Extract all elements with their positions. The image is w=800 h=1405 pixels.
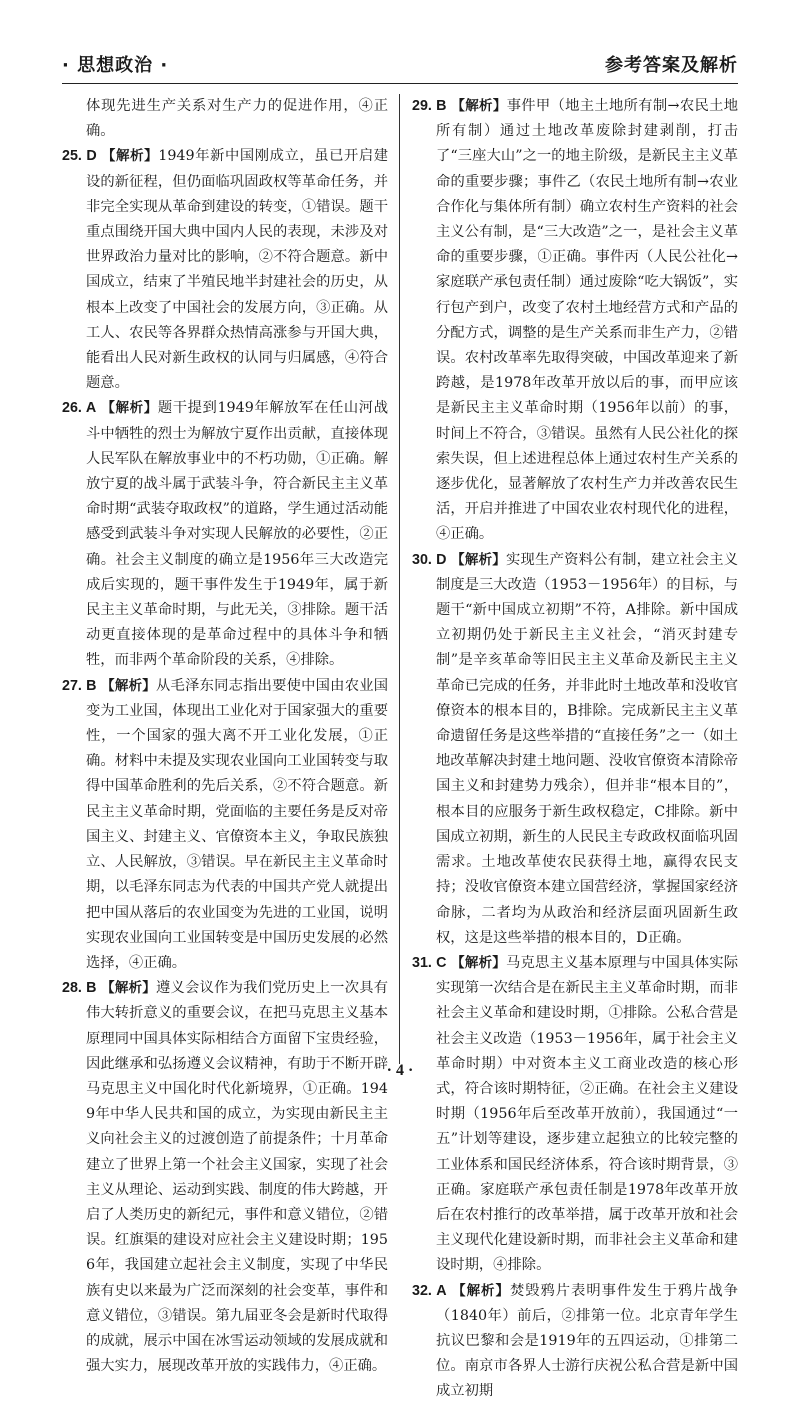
analysis-tag: 【解析】 xyxy=(451,954,507,971)
answer-text: 遵义会议作为我们党历史上一次具有伟大转折意义的重要会议，在把马克思主义基本原理同中国具体实际相结合方面留下宝贵经验，因此继承和弘扬遵义会议精神，有助于不断开辟马克思主义中国化时代化新境界，①正确。1949年中华人民共和国的成立，为实现由新民主主义向社会主义的过渡创造了前提条件；十月革命建立了世界上第一个社会主义国家，实现了社会主义从理论、运动到实践、制度的伟大跨越，开启了人类历史的新纪元，事件和意义错位，②错误。红旗渠的建设对应社会主义建设时期；1956年，我国建立起社会主义制度，实现了中华民族有史以来最为广泛而深刻的社会变革，事件和意义错位，③错误。第九届亚冬会是新时代取得的成就，展示中国在冰雪运动领域的发展成就和强大实力，展现改革开放的实践伟力，④正确。 xyxy=(86,980,389,1375)
analysis-tag: 【解析】 xyxy=(101,980,157,997)
answer-item-26 xyxy=(62,396,388,673)
answer-text: 题干提到1949年解放军在任山河战斗中牺牲的烈士为解放宁夏作出贡献，直接体现人民军队在解放事业中的不朽功勋，①正确。解放宁夏的战斗属于武装斗争，符合新民主主义革命时期“武装夺取政权”的道路，学生通过活动能感受到武装斗争对实现人民解放的必要性，②正确。社会主义制度的确立是1956年三大改造完成后实现的，题干事件发生于1949年，属于新民主主义革命时期，与此无关，③排除。题干活动更直接体现的是革命过程中的具体斗争和牺牲，而非两个革命阶段的关系，④排除。 xyxy=(86,400,388,669)
analysis-tag: 【解析】 xyxy=(452,1282,510,1299)
analysis-tag: 【解析】 xyxy=(101,148,159,165)
question-number: 31. C xyxy=(412,954,447,971)
answer-text: 1949年新中国刚成立，虽已开启建设的新征程，但仍面临巩固政权等革命任务，并非完全实现从革命到建设的转变，①错误。题干重点围绕开国大典中国内人民的表现，未涉及对世界政治力量对比的影响，②不符合题意。新中国成立，结束了半殖民地半封建社会的历史，从根本上改变了中国社会的发展方向，③正确。从工人、农民等各界群众热情高涨参与开国大典，能看出人民对新生政权的认同与归属感，④符合题意。 xyxy=(86,148,389,392)
question-number: 32. A xyxy=(412,1282,447,1299)
question-number: 25. D xyxy=(62,148,97,165)
question-number: 29. B xyxy=(412,98,447,114)
analysis-tag: 【解析】 xyxy=(101,400,158,417)
answer-item-25 xyxy=(62,144,388,396)
answer-text: 事件甲（地主土地所有制→农民土地所有制）通过土地改革废除封建剥削，打击了“三座大山”之一的地主阶级，是新民主主义革命的重要步骤；事件乙（农民土地所有制→农业合作化与集体所有制）确立农村生产资料的社会主义公有制，是“三大改造”之一，是社会主义革命的重要步骤，①正确。事件丙（人民公社化→家庭联产承包责任制）通过废除“吃大锅饭”，实行包产到户，改变了农村土地经营方式和产品的分配方式，调整的是生产关系而非生产力，②错误。农村改革率先取得突破，中国改革迎来了新跨越，是1978年改革开放以后的事，而甲应该是新民主主义革命时期（1956年以前）的事，时间上不符合，③错误。虽然有人民公社化的探索失误，但上述进程总体上通过农村生产关系的逐步优化，显著解放了农村生产力并改善农民生活，开启并推进了中国农业农村现代化的进程，④正确。 xyxy=(436,98,739,543)
answer-item-27 xyxy=(62,674,388,976)
answer-text: 马克思主义基本原理与中国具体实际实现第一次结合是在新民主主义革命时期，而非社会主义革命和建设时期，①排除。公私合营是社会主义改造（1953－1956年，属于社会主义革命时期）中对资本主义工商业改造的核心形式，符合该时期特征，②正确。在社会主义建设时期（1956年后至改革开放前），我国通过“一五”计划等建设，逐步建立起独立的比较完整的工业体系和国民经济体系，符合该时期背景，③正确。家庭联产承包责任制是1978年改革开放后在农村推行的改革举措，属于改革开放和社会主义现代化建设新时期，而非社会主义革命和建设时期，④排除。 xyxy=(436,954,739,1274)
question-number: 26. A xyxy=(62,400,97,417)
question-number: 28. B xyxy=(62,980,97,997)
page-number: · 4 · xyxy=(386,1062,414,1079)
answer-item-31 xyxy=(412,951,738,1279)
answer-text: 实现生产资料公有制，建立社会主义制度是三大改造（1953－1956年）的目标，与题干“新中国成立初期”不符，A排除。新中国成立初期仍处于新民主主义社会，“消灭封建专制”是辛亥革命等旧民主主义革命及新民主主义革命已完成的任务，并非此时土地改革和没收官僚资本的根本目的，B排除。完成新民主主义革命遗留任务是这些举措的“直接任务”之一（如土地改革解决封建土地问题、没收官僚资本清除帝国主义和封建势力残余），但并非“根本目的”，根本目的应服务于新生政权稳定，C排除。新中国成立初期，新生的人民民主专政政权面临巩固需求。土地改革使农民获得土地，赢得农民支持；没收官僚资本建立国营经济，掌握国家经济命脉，二者均为从政治和经济层面巩固新生政权，这是这些举措的根本目的，D正确。 xyxy=(436,551,739,946)
answer-item-29 xyxy=(412,94,738,548)
question-number: 30. D xyxy=(412,551,447,568)
page-header xyxy=(62,50,738,84)
subject-title: · 思想政治 · xyxy=(62,55,169,76)
analysis-tag: 【解析】 xyxy=(451,551,507,568)
analysis-tag: 【解析】 xyxy=(451,98,507,114)
answer-text: 焚毁鸦片表明事件发生于鸦片战争（1840年）前后，②排第一位。北京青年学生抗议巴黎和会是1919年的五四运动，①排第二位。南京市各界人士游行庆祝公私合营是新中国成立初期 xyxy=(436,1282,738,1400)
content-columns xyxy=(62,94,739,1400)
left-column xyxy=(62,94,389,1375)
answer-text: 从毛泽东同志指出要使中国由农业国变为工业国，体现出工业化对于国家强大的重要性，一个国家的强大离不开工业化发展，①正确。材料中未提及实现农业国向工业国转变与取得中国革命胜利的先后关系，②不符合题意。新民主主义革命时期，党面临的主要任务是反对帝国主义、封建主义、官僚资本主义，争取民族独立、人民解放，③错误。早在新民主主义革命时期，以毛泽东同志为代表的中国共产党人就提出把中国从落后的农业国变为先进的工业国，说明实现农业国向工业国转变是中国历史发展的必然选择，④正确。 xyxy=(86,677,389,971)
question-number: 27. B xyxy=(62,677,97,694)
answer-item-28 xyxy=(62,976,388,1379)
continued-text: 体现先进生产关系对生产力的促进作用，④正确。 xyxy=(86,98,388,140)
answer-item-32 xyxy=(412,1279,738,1405)
right-column xyxy=(412,94,739,1400)
answer-item-30 xyxy=(412,548,738,951)
analysis-tag: 【解析】 xyxy=(101,677,157,694)
section-title: 参考答案及解析 xyxy=(605,55,738,76)
